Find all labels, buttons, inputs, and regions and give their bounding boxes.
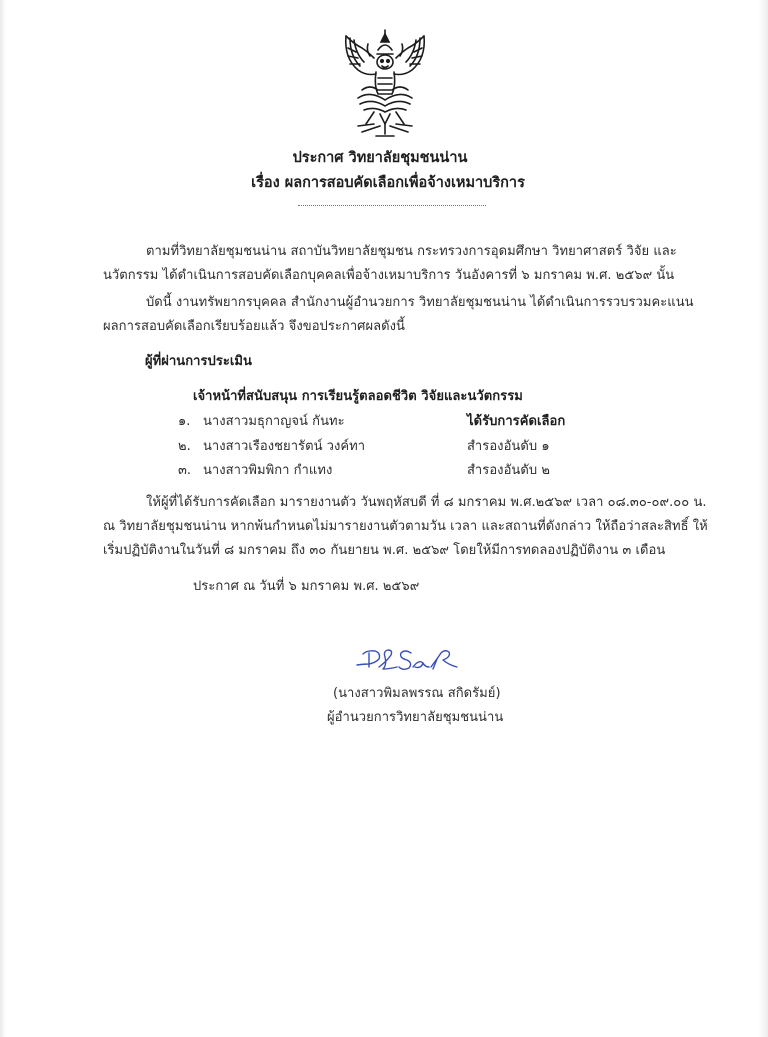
paragraph-3-line-3: เริ่มปฏิบัติงานในวันที่ ๘ มกราคม ถึง ๓๐ กันยายน พ.ศ. ๒๕๖๙ โดยให้มีการทดลองปฏิบัติงาน ๓ เดือน bbox=[103, 543, 666, 558]
title-divider bbox=[298, 205, 486, 206]
signature-icon bbox=[353, 645, 463, 675]
signatory-title: ผู้อำนวยการวิทยาลัยชุมชนน่าน bbox=[327, 710, 504, 725]
candidate-number: ๓. bbox=[178, 463, 192, 478]
results-heading: ผู้ที่ผ่านการประเมิน bbox=[145, 354, 252, 369]
announcement-date: ประกาศ ณ วันที่ ๖ มกราคม พ.ศ. ๒๕๖๙ bbox=[193, 579, 420, 594]
paragraph-2-line-2: ผลการสอบคัดเลือกเรียบร้อยแล้ว จึงขอประกาศผลดังนี้ bbox=[103, 319, 405, 334]
announcement-title: ประกาศ วิทยาลัยชุมชนน่าน bbox=[292, 150, 468, 166]
paragraph-3-line-1: ให้ผู้ที่ได้รับการคัดเลือก มารายงานตัว วันพฤหัสบดี ที่ ๘ มกราคม พ.ศ.๒๕๖๙ เวลา ๐๘.๓๐-๐๙.๐๐ น. bbox=[146, 495, 707, 510]
candidate-name: นางสาวเรืองชยารัตน์ วงค์ทา bbox=[203, 439, 366, 454]
paragraph-1-line-2: นวัตกรรม ได้ดำเนินการสอบคัดเลือกบุคคลเพื่อจ้างเหมาบริการ วันอังคารที่ ๖ มกราคม พ.ศ. ๒๕๖๙ นั้น bbox=[103, 268, 675, 283]
position-title: เจ้าหน้าที่สนับสนุน การเรียนรู้ตลอดชีวิต วิจัยและนวัตกรรม bbox=[193, 389, 523, 404]
candidate-name: นางสาวมธุกาญจน์ กันทะ bbox=[203, 414, 345, 429]
candidate-name: นางสาวพิมพิกา กำแทง bbox=[203, 463, 333, 478]
candidate-number: ๒. bbox=[178, 439, 191, 454]
paragraph-3-line-2: ณ วิทยาลัยชุมชนน่าน หากพ้นกำหนดไม่มารายงานตัวตามวัน เวลา และสถานที่ดังกล่าว ให้ถือว่าสละสิทธิ์ ให้ bbox=[103, 519, 708, 534]
candidate-status: สำรองอันดับ ๒ bbox=[467, 463, 550, 478]
candidate-number: ๑. bbox=[178, 414, 191, 429]
announcement-subject: เรื่อง ผลการสอบคัดเลือกเพื่อจ้างเหมาบริการ bbox=[251, 175, 525, 191]
paragraph-2-line-1: บัดนี้ งานทรัพยากรบุคคล สำนักงานผู้อำนวยการ วิทยาลัยชุมชนน่าน ได้ดำเนินการรวบรวมคะแนน bbox=[146, 295, 694, 310]
garuda-emblem-icon bbox=[340, 28, 430, 140]
candidate-status: ได้รับการคัดเลือก bbox=[467, 414, 566, 429]
candidate-status: สำรองอันดับ ๑ bbox=[467, 439, 550, 454]
paragraph-1-line-1: ตามที่วิทยาลัยชุมชนน่าน สถาบันวิทยาลัยชุมชน กระทรวงการอุดมศึกษา วิทยาศาสตร์ วิจัย และ bbox=[146, 244, 677, 259]
signatory-name: (นางสาวพิมลพรรณ สกิดรัมย์) bbox=[333, 686, 501, 701]
